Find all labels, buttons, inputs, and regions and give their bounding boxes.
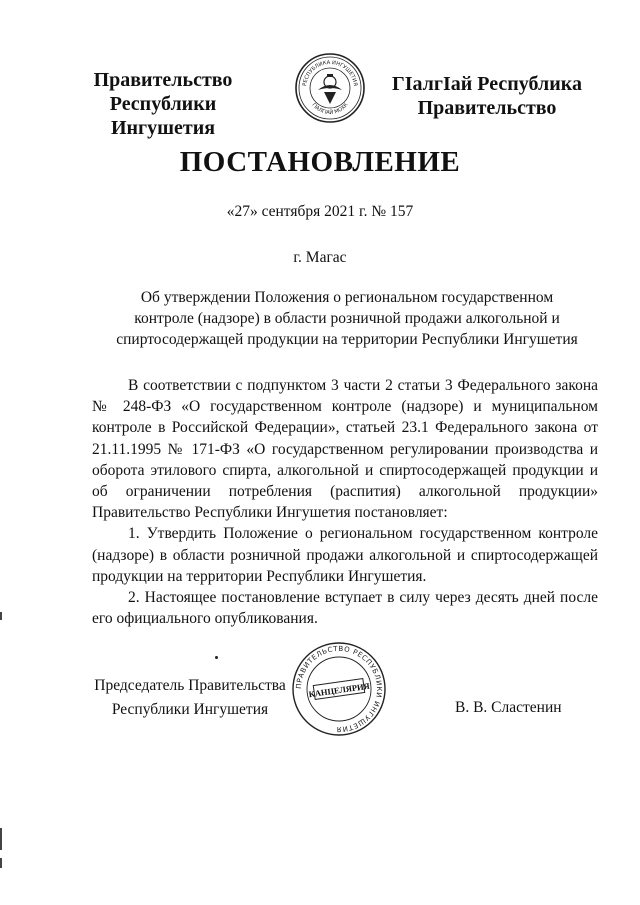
coat-of-arms-emblem — [294, 52, 366, 124]
scan-edge-mark — [0, 858, 2, 868]
body-paragraph-2: 1. Утвердить Положение о региональном государственном контроле (надзоре) в области розничной продажи алкогольной и спиртосодержащей продукции на территории Республики Ингушетия. — [92, 525, 598, 585]
ink-dot — [215, 656, 218, 659]
signatory-position-line1: Председатель Правительства — [94, 677, 286, 694]
header-right — [382, 72, 592, 120]
svg-text:ГIАЛГIАЙ МОХК — [310, 102, 349, 116]
scan-edge-mark — [0, 828, 2, 850]
emblem-bottom-text: ГIАЛГIАЙ МОХК — [310, 102, 350, 117]
header-right-line2: Правительство — [417, 97, 557, 119]
emblem-top-text: РЕСПУБЛИКА ИНГУШЕТИЯ — [302, 59, 358, 87]
document-title: ПОСТАНОВЛЕНИЕ — [179, 146, 461, 178]
stamp-ring-text: ПРАВИТЕЛЬСТВО РЕСПУБЛИКИ ИНГУШЕТИЯ — [294, 644, 384, 734]
subject-line-3: спиртосодержащей продукции на территории Республики Ингушетия — [116, 331, 578, 348]
header-left-line2: Республики Ингушетия — [109, 93, 217, 139]
document-date-number: «27» сентября 2021 г. № 157 — [226, 203, 414, 220]
scan-edge-mark — [0, 612, 2, 620]
stamp-label: КАНЦЕЛЯРИЯ — [307, 680, 371, 700]
subject-line-2: контроле (надзоре) в области розничной продажи алкогольной и — [134, 310, 560, 327]
body-paragraph-3: 2. Настоящее постановление вступает в силу через десять дней после его официального опубликования. — [92, 589, 598, 628]
signatory-name: В. В. Сластенин — [455, 699, 562, 716]
body-paragraph-1: В соответствии с подпунктом 3 части 2 статьи 3 Федерального закона № 248-ФЗ «О государственном контроле (надзоре) и муниципальном контроле в Российской Федерации», статьей 23.1 Федерального закона от 21.11.1995 № 171-ФЗ «О государственном регулировании производства и оборота этилового спирта, алкогольной и спиртосодержащей продукции и об ограничении потребления (распития) алкогольной продукции» Правительство Республики Ингушетия постановляет: — [92, 377, 598, 522]
signatory-position-line2: Республики Ингушетия — [111, 701, 269, 718]
document-city: г. Магас — [293, 249, 347, 266]
subject-line-1: Об утверждении Положения о региональном государственном — [140, 289, 554, 306]
header-left-line1: Правительство — [93, 69, 233, 91]
document-subject — [108, 287, 586, 350]
header-right-line1: ГIалгIай Республика — [392, 73, 582, 95]
header-left — [58, 68, 268, 140]
office-stamp — [290, 640, 388, 738]
document-body — [92, 375, 598, 629]
signatory-position — [90, 674, 290, 722]
